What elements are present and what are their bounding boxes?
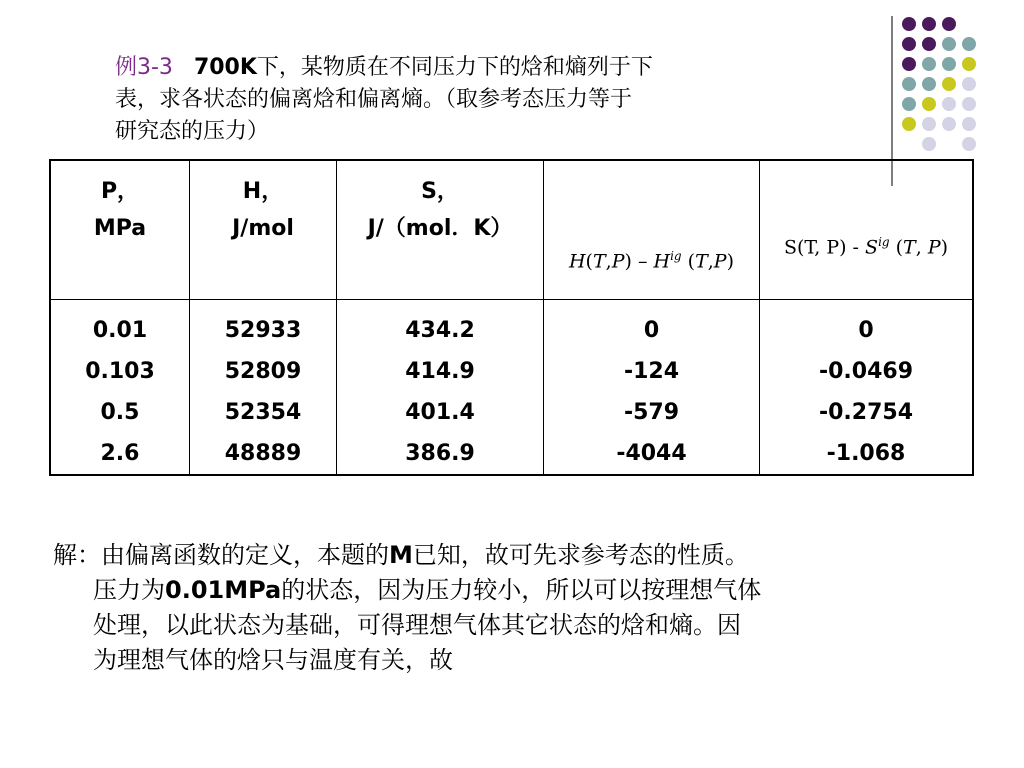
decorative-dot <box>902 77 916 91</box>
header-entropy-name: S， <box>421 179 459 204</box>
decorative-dot <box>962 137 976 151</box>
table-data-row <box>50 300 973 476</box>
decorative-dot <box>902 117 916 131</box>
header-entropy-unit: J/（mol．K） <box>367 216 513 241</box>
decorative-dot <box>942 57 956 71</box>
decorative-dot <box>962 57 976 71</box>
problem-line-3: 研究态的压力） <box>115 119 270 144</box>
decorative-dot <box>922 117 936 131</box>
solution-line-2: 压力为0.01MPa的状态，因为压力较小，所以可以按理想气体 <box>93 576 762 604</box>
decorative-dot <box>962 77 976 91</box>
header-pressure <box>50 160 190 300</box>
data-table <box>49 159 974 476</box>
problem-line-1 <box>115 52 815 84</box>
decorative-dot <box>922 37 936 51</box>
cell-enthalpy: 52933 <box>224 318 302 343</box>
header-entropy <box>337 160 544 300</box>
cell-enthalpy: 52354 <box>224 400 302 425</box>
decorative-dot <box>922 57 936 71</box>
header-enthalpy-name: H， <box>242 179 284 204</box>
decorative-dot <box>922 97 936 111</box>
cell-departure-enthalpy: -4044 <box>616 441 687 466</box>
example-label: 例3-3 <box>115 55 173 80</box>
column-departure-enthalpy <box>544 300 760 476</box>
column-pressure <box>50 300 190 476</box>
problem-line-2: 表，求各状态的偏离焓和偏离熵。（取参考态压力等于 <box>115 87 633 112</box>
cell-departure-entropy: -1.068 <box>826 441 906 466</box>
cell-enthalpy: 52809 <box>224 359 302 384</box>
table-header-row <box>50 160 973 300</box>
header-pressure-unit: MPa <box>93 216 147 241</box>
cell-departure-entropy: -0.0469 <box>818 359 914 384</box>
column-enthalpy <box>190 300 337 476</box>
cell-enthalpy: 48889 <box>224 441 302 466</box>
decorative-dot-grid <box>900 14 1000 164</box>
decorative-dot <box>942 17 956 31</box>
cell-pressure: 0.103 <box>85 359 155 384</box>
decorative-dot <box>902 57 916 71</box>
cell-pressure: 0.01 <box>92 318 148 343</box>
problem-statement <box>115 52 815 148</box>
header-enthalpy-unit: J/mol <box>232 216 294 241</box>
cell-entropy: 434.2 <box>405 318 475 343</box>
column-entropy <box>337 300 544 476</box>
decorative-dot <box>922 137 936 151</box>
departure-entropy-formula: S(T, $P) - S^{ig}$ (T, P) <box>783 235 949 259</box>
decorative-dot <box>902 17 916 31</box>
decorative-dot <box>942 37 956 51</box>
solution-line-1: 解：由偏离函数的定义，本题的M已知，故可先求参考态的性质。 <box>53 541 749 569</box>
header-pressure-name: P， <box>100 179 140 204</box>
cell-departure-enthalpy: -124 <box>623 359 680 384</box>
cell-departure-entropy: -0.2754 <box>818 400 914 425</box>
solution-text <box>53 538 983 678</box>
decorative-dot <box>902 37 916 51</box>
cell-departure-enthalpy: 0 <box>643 318 660 343</box>
solution-line-4: 为理想气体的焓只与温度有关，故 <box>93 646 453 674</box>
cell-departure-entropy: 0 <box>858 318 874 343</box>
decorative-dot <box>902 97 916 111</box>
decorative-dot <box>962 117 976 131</box>
cell-entropy: 401.4 <box>405 400 475 425</box>
decorative-dot <box>942 117 956 131</box>
decorative-dot <box>962 97 976 111</box>
solution-line-3: 处理，以此状态为基础，可得理想气体其它状态的焓和熵。因 <box>93 611 741 639</box>
header-enthalpy <box>190 160 337 300</box>
cell-entropy: 386.9 <box>405 441 475 466</box>
header-departure-entropy <box>760 160 974 300</box>
cell-entropy: 414.9 <box>405 359 475 384</box>
decorative-dot <box>922 17 936 31</box>
decorative-dot <box>962 37 976 51</box>
decorative-dot <box>922 77 936 91</box>
column-departure-entropy <box>760 300 974 476</box>
decorative-dot <box>942 77 956 91</box>
cell-departure-enthalpy: -579 <box>623 400 680 425</box>
cell-pressure: 0.5 <box>100 400 140 425</box>
problem-line-1-text: 下，某物质在不同压力下的焓和熵列于下 <box>256 55 653 80</box>
decorative-dot <box>942 97 956 111</box>
header-departure-enthalpy <box>544 160 760 300</box>
temperature: 700K <box>193 55 257 80</box>
cell-pressure: 2.6 <box>100 441 140 466</box>
departure-enthalpy-formula: $H(T,P) - H^{ig}$ (T,P) <box>568 249 735 273</box>
